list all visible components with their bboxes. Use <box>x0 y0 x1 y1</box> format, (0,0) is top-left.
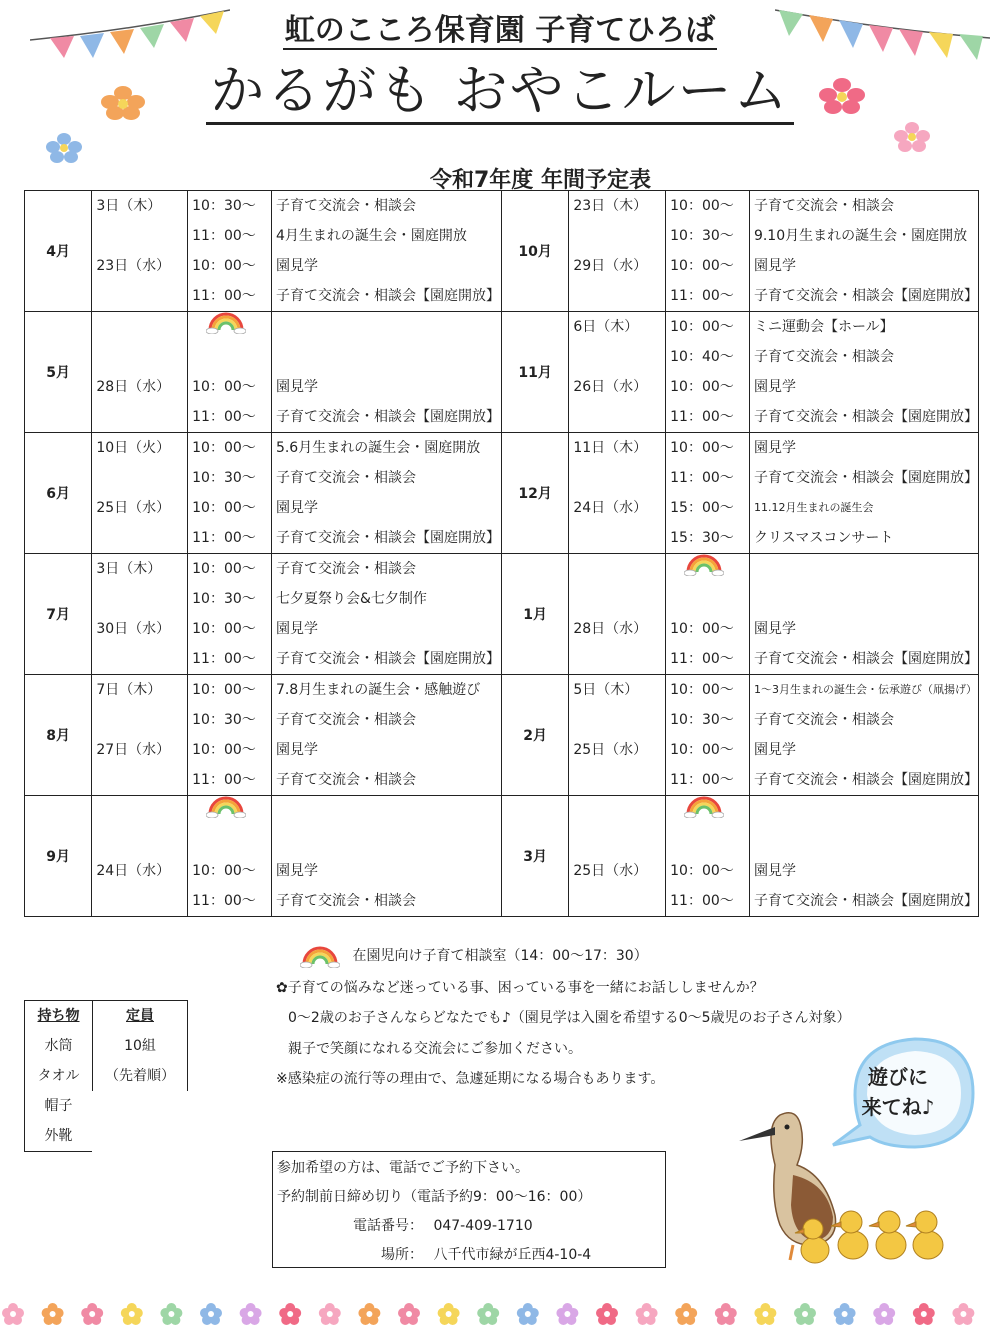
event-line: 園見学 <box>753 258 796 274</box>
small-flower-icon <box>477 1303 499 1325</box>
schedule-row <box>25 433 979 554</box>
event-line: 園見学 <box>753 742 796 758</box>
date-line <box>92 281 187 311</box>
bubble-line: 遊びに <box>868 1065 928 1089</box>
time-line: 10：00～ <box>192 863 256 879</box>
date-line <box>92 644 187 674</box>
event-cell <box>271 191 501 312</box>
time-line: 10：00～ <box>670 440 734 456</box>
date-line: 29日（水） <box>573 258 648 274</box>
event-cell <box>749 554 978 675</box>
event-line: 子育て交流会・相談会【園庭開放】 <box>753 772 978 788</box>
event-line: 子育て交流会・相談会【園庭開放】 <box>275 530 500 546</box>
event-line: 園見学 <box>275 621 318 637</box>
time-line <box>666 796 749 826</box>
date-cell <box>569 796 666 917</box>
event-line: 子育て交流会・相談会 <box>753 712 894 728</box>
date-line <box>569 281 665 311</box>
flower-icon <box>100 86 146 120</box>
date-line: 25日（水） <box>573 742 648 758</box>
capacity-mask <box>92 1091 188 1153</box>
time-line: 15：00～ <box>670 500 734 516</box>
time-line: 10：00～ <box>192 500 256 516</box>
schedule-row <box>25 675 979 796</box>
phone-number[interactable]: 047-409-1710 <box>433 1218 533 1234</box>
date-cell <box>569 433 666 554</box>
event-line: 子育て交流会・相談会【園庭開放】 <box>275 288 500 304</box>
date-line: 3日（木） <box>96 198 162 214</box>
date-line <box>569 463 665 493</box>
event-line: 11.12月生まれの誕生会 <box>753 501 874 514</box>
place-address: 八千代市緑が丘西4-10-4 <box>433 1247 592 1263</box>
small-flower-icon <box>319 1303 341 1325</box>
date-line <box>569 342 665 372</box>
time-cell <box>666 312 750 433</box>
rainbow-icon <box>206 312 246 334</box>
date-cell <box>569 191 666 312</box>
rainbow-icon <box>300 944 340 968</box>
time-line: 10：30～ <box>192 591 256 607</box>
small-flower-icon <box>913 1303 935 1325</box>
event-line: 子育て交流会・相談会 <box>275 470 416 486</box>
rainbow-icon <box>684 796 724 818</box>
event-cell <box>749 433 978 554</box>
capacity-header: 定員 <box>126 1008 154 1024</box>
time-line: 11：00～ <box>192 530 256 546</box>
flower-icon <box>818 78 866 114</box>
time-line <box>666 554 749 584</box>
rainbow-legend-text: 在園児向け子育て相談室（14：00～17：30） <box>352 948 648 964</box>
date-line: 25日（水） <box>96 500 171 516</box>
contact-box <box>272 1151 666 1268</box>
event-cell <box>749 675 978 796</box>
event-cell <box>749 312 978 433</box>
date-line <box>92 342 187 372</box>
event-line: 子育て交流会・相談会【園庭開放】 <box>275 651 500 667</box>
event-cell <box>749 796 978 917</box>
date-cell <box>92 675 188 796</box>
small-flower-icon <box>2 1303 24 1325</box>
subtitle-text: 虹のこころ保育園 子育てひろば <box>284 13 716 48</box>
month-cell: 4月 <box>25 191 92 312</box>
month-cell: 12月 <box>501 433 568 554</box>
date-line <box>92 402 187 432</box>
bottom-flower-border <box>0 1300 1000 1330</box>
small-flower-icon <box>438 1303 460 1325</box>
contact-line: 参加希望の方は、電話でご予約下さい。 <box>277 1160 529 1176</box>
bubble-line: 来てね♪ <box>861 1095 935 1119</box>
note-line: 親子で笑顔になれる交流会にご参加ください。 <box>288 1041 582 1057</box>
capacity-note: （先着順） <box>105 1068 175 1084</box>
duckling-icon <box>906 1211 943 1259</box>
date-line: 24日（水） <box>96 863 171 879</box>
time-line: 10：00～ <box>670 863 734 879</box>
date-line: 28日（水） <box>96 379 171 395</box>
date-line <box>92 765 187 795</box>
date-line: 7日（木） <box>96 682 162 698</box>
contact-phone <box>273 1212 665 1241</box>
rainbow-legend <box>300 944 648 968</box>
time-line: 10：30～ <box>192 198 256 214</box>
small-flower-icon <box>240 1303 262 1325</box>
date-line: 6日（木） <box>573 319 639 335</box>
place-label: 場所： <box>381 1247 423 1263</box>
small-flower-icon <box>398 1303 420 1325</box>
small-flower-icon <box>873 1303 895 1325</box>
time-line: 11：00～ <box>192 893 256 909</box>
time-line <box>666 826 749 856</box>
small-flower-icon <box>279 1303 301 1325</box>
time-line: 10：00～ <box>192 682 256 698</box>
event-line: 子育て交流会・相談会 <box>753 198 894 214</box>
belongings-cell <box>25 1001 93 1152</box>
small-flower-icon <box>556 1303 578 1325</box>
date-line <box>92 705 187 735</box>
date-line <box>92 886 187 916</box>
event-line: ミニ運動会【ホール】 <box>753 319 894 335</box>
month-cell: 11月 <box>501 312 568 433</box>
small-flower-icon <box>81 1303 103 1325</box>
time-line: 11：00～ <box>670 288 734 304</box>
small-flower-icon <box>121 1303 143 1325</box>
time-line <box>188 796 271 826</box>
time-line: 10：30～ <box>192 470 256 486</box>
event-line: 5.6月生まれの誕生会・園庭開放 <box>275 440 481 456</box>
time-line: 15：30～ <box>670 530 734 546</box>
event-line: 園見学 <box>275 742 318 758</box>
time-line: 10：00～ <box>192 621 256 637</box>
small-flower-icon <box>715 1303 737 1325</box>
event-line: 園見学 <box>753 440 796 456</box>
time-line: 11：00～ <box>670 470 734 486</box>
event-line: 子育て交流会・相談会 <box>275 561 416 577</box>
date-line: 27日（水） <box>96 742 171 758</box>
event-cell <box>271 675 501 796</box>
date-line: 26日（水） <box>573 379 648 395</box>
time-line <box>666 584 749 614</box>
date-line <box>569 554 665 584</box>
date-line: 10日（火） <box>96 440 171 456</box>
belonging-item: タオル <box>37 1068 80 1084</box>
belonging-item: 帽子 <box>44 1098 73 1114</box>
event-line: 子育て交流会・相談会 <box>275 893 416 909</box>
time-cell <box>188 312 272 433</box>
month-cell: 9月 <box>25 796 92 917</box>
month-cell: 6月 <box>25 433 92 554</box>
event-line: 子育て交流会・相談会 <box>275 772 416 788</box>
belonging-item: 水筒 <box>44 1038 73 1054</box>
flower-icon <box>45 133 83 163</box>
annual-schedule-table <box>24 190 979 917</box>
date-line: 11日（木） <box>573 440 648 456</box>
event-line: 園見学 <box>275 863 318 879</box>
event-line: 7.8月生まれの誕生会・感触遊び <box>275 682 481 698</box>
small-flower-icon <box>636 1303 658 1325</box>
time-cell <box>188 433 272 554</box>
date-line <box>92 584 187 614</box>
date-line: 5日（木） <box>573 682 639 698</box>
date-line <box>569 402 665 432</box>
note-line: ※感染症の流行等の理由で、急遽延期になる場合もあります。 <box>276 1071 665 1087</box>
month-cell: 2月 <box>501 675 568 796</box>
duckling-icon <box>831 1211 868 1259</box>
time-line: 10：30～ <box>670 712 734 728</box>
event-line: 子育て交流会・相談会【園庭開放】 <box>753 651 978 667</box>
event-line <box>750 554 978 584</box>
time-cell <box>666 554 750 675</box>
month-cell: 3月 <box>501 796 568 917</box>
time-cell <box>188 191 272 312</box>
event-line: 4月生まれの誕生会・園庭開放 <box>275 228 467 244</box>
time-line <box>188 826 271 856</box>
date-line <box>569 705 665 735</box>
date-line <box>569 826 665 856</box>
small-flower-icon <box>596 1303 618 1325</box>
time-line: 10：40～ <box>670 349 734 365</box>
rainbow-icon <box>206 796 246 818</box>
time-line: 11：00～ <box>192 651 256 667</box>
schedule-heading: 令和7年度 年間予定表 <box>430 168 651 193</box>
event-line: 子育て交流会・相談会 <box>275 198 416 214</box>
date-line: 30日（水） <box>96 621 171 637</box>
small-flower-icon <box>675 1303 697 1325</box>
time-cell <box>666 675 750 796</box>
time-line: 11：00～ <box>670 893 734 909</box>
date-cell <box>569 675 666 796</box>
date-line <box>569 584 665 614</box>
event-line <box>272 342 501 372</box>
belongings-header: 持ち物 <box>37 1008 80 1024</box>
month-cell: 1月 <box>501 554 568 675</box>
event-line: 園見学 <box>753 621 796 637</box>
month-cell: 7月 <box>25 554 92 675</box>
note-line: ✿子育ての悩みなど迷っている事、困っている事を一緒にお話ししませんか？ <box>276 980 764 996</box>
time-line: 10：00～ <box>192 561 256 577</box>
date-cell <box>92 312 188 433</box>
event-cell <box>271 312 501 433</box>
month-cell: 10月 <box>501 191 568 312</box>
event-line: 子育て交流会・相談会【園庭開放】 <box>753 288 978 304</box>
small-flower-icon <box>42 1303 64 1325</box>
small-flower-icon <box>834 1303 856 1325</box>
duckling-icon <box>869 1211 906 1259</box>
time-line: 10：00～ <box>192 258 256 274</box>
duck-family-icon <box>735 1105 995 1275</box>
date-line <box>92 796 187 826</box>
date-line: 24日（水） <box>573 500 648 516</box>
date-cell <box>569 554 666 675</box>
time-cell <box>666 191 750 312</box>
event-line: 子育て交流会・相談会 <box>753 349 894 365</box>
date-line: 28日（水） <box>573 621 648 637</box>
month-cell: 8月 <box>25 675 92 796</box>
date-line <box>92 221 187 251</box>
page-subtitle <box>0 5 1000 49</box>
event-line <box>750 826 978 856</box>
small-flower-icon <box>952 1303 974 1325</box>
event-line <box>272 312 501 342</box>
belonging-item: 外靴 <box>44 1128 73 1144</box>
date-cell <box>92 191 188 312</box>
time-line: 10：00～ <box>670 682 734 698</box>
event-line: 子育て交流会・相談会【園庭開放】 <box>753 893 978 909</box>
event-line: クリスマスコンサート <box>753 530 894 546</box>
event-line: 園見学 <box>275 258 318 274</box>
schedule-row <box>25 312 979 433</box>
event-line <box>750 584 978 614</box>
date-line: 23日（水） <box>96 258 171 274</box>
schedule-body <box>25 191 979 917</box>
event-line: 1～3月生まれの誕生会・伝承遊び（凧揚げ） <box>753 683 977 696</box>
date-line: 25日（水） <box>573 863 648 879</box>
time-line: 10：00～ <box>670 379 734 395</box>
month-cell: 5月 <box>25 312 92 433</box>
date-cell <box>92 796 188 917</box>
event-line <box>272 796 501 826</box>
small-flower-icon <box>200 1303 222 1325</box>
event-line: 子育て交流会・相談会 <box>275 712 416 728</box>
time-line: 10：00～ <box>670 621 734 637</box>
capacity-value: 10組 <box>124 1038 156 1054</box>
date-line <box>569 796 665 826</box>
time-line <box>188 342 271 372</box>
event-cell <box>271 554 501 675</box>
date-cell <box>92 554 188 675</box>
date-cell <box>92 433 188 554</box>
event-line: 子育て交流会・相談会【園庭開放】 <box>753 409 978 425</box>
small-flower-icon <box>358 1303 380 1325</box>
event-cell <box>749 191 978 312</box>
time-line: 10：30～ <box>192 712 256 728</box>
contact-place <box>273 1241 665 1270</box>
event-line <box>750 796 978 826</box>
time-line: 11：00～ <box>192 409 256 425</box>
date-line <box>569 221 665 251</box>
time-line: 10：00～ <box>670 319 734 335</box>
event-cell <box>271 796 501 917</box>
phone-label: 電話番号： <box>353 1218 423 1234</box>
note-line: 0～2歳のお子さんならどなたでも♪（園見学は入園を希望する0～5歳児のお子さん対象） <box>288 1010 851 1026</box>
schedule-row <box>25 554 979 675</box>
date-cell <box>569 312 666 433</box>
time-line: 11：00～ <box>670 772 734 788</box>
event-line: 園見学 <box>275 379 318 395</box>
date-line <box>92 826 187 856</box>
time-line: 10：30～ <box>670 228 734 244</box>
date-line <box>92 312 187 342</box>
flower-icon <box>893 122 931 152</box>
time-cell <box>666 796 750 917</box>
event-line: 園見学 <box>753 863 796 879</box>
time-cell <box>188 675 272 796</box>
date-line: 3日（木） <box>96 561 162 577</box>
time-line: 10：00～ <box>670 198 734 214</box>
time-line: 11：00～ <box>192 288 256 304</box>
event-line: 七夕夏祭り会&七夕制作 <box>275 591 427 607</box>
date-line <box>569 523 665 553</box>
time-cell <box>188 554 272 675</box>
event-cell <box>271 433 501 554</box>
time-line: 11：00～ <box>192 228 256 244</box>
rainbow-icon <box>684 554 724 576</box>
event-line: 9.10月生まれの誕生会・園庭開放 <box>753 228 968 244</box>
date-line <box>569 765 665 795</box>
time-line: 11：00～ <box>670 409 734 425</box>
small-flower-icon <box>794 1303 816 1325</box>
time-cell <box>666 433 750 554</box>
date-line: 23日（木） <box>573 198 648 214</box>
event-line: 園見学 <box>275 500 318 516</box>
title-text: かるがも おやこルーム <box>206 59 793 125</box>
time-cell <box>188 796 272 917</box>
time-line: 10：00～ <box>192 379 256 395</box>
time-line: 10：00～ <box>192 440 256 456</box>
contact-line: 予約制前日締め切り（電話予約9：00～16：00） <box>277 1189 592 1205</box>
small-flower-icon <box>754 1303 776 1325</box>
time-line: 10：00～ <box>670 258 734 274</box>
event-line <box>272 826 501 856</box>
time-line: 10：00～ <box>670 742 734 758</box>
small-flower-icon <box>160 1303 182 1325</box>
date-line <box>569 644 665 674</box>
small-flower-icon <box>517 1303 539 1325</box>
event-line: 子育て交流会・相談会【園庭開放】 <box>753 470 978 486</box>
date-line <box>92 463 187 493</box>
time-line: 11：00～ <box>670 651 734 667</box>
date-line <box>569 886 665 916</box>
time-line <box>188 312 271 342</box>
event-line: 園見学 <box>753 379 796 395</box>
schedule-row <box>25 796 979 917</box>
time-line: 11：00～ <box>192 772 256 788</box>
schedule-row <box>25 191 979 312</box>
event-line: 子育て交流会・相談会【園庭開放】 <box>275 409 500 425</box>
time-line: 10：00～ <box>192 742 256 758</box>
date-line <box>92 523 187 553</box>
